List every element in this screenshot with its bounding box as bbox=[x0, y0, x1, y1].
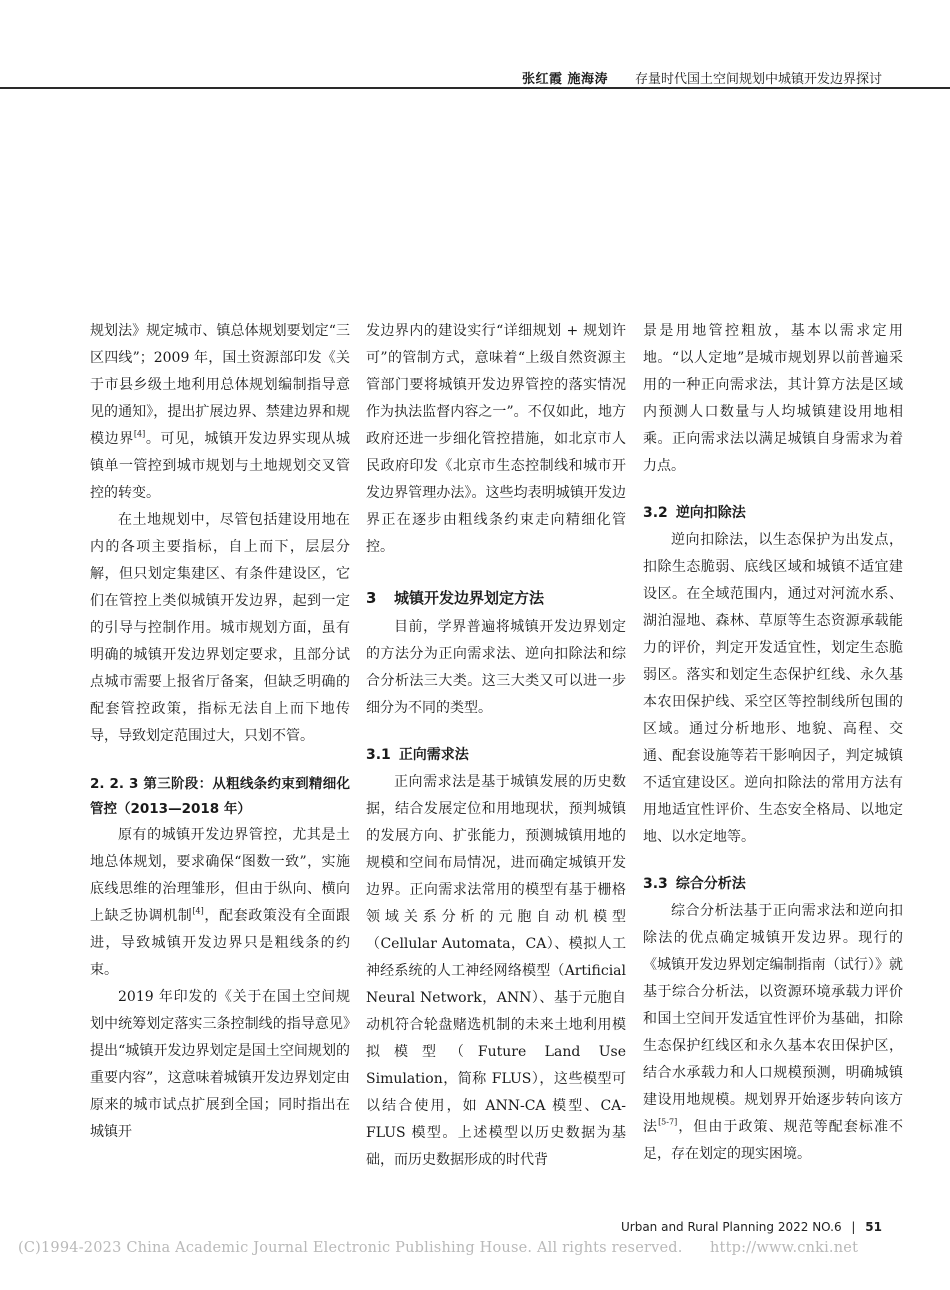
text-column-1 bbox=[90, 318, 350, 1146]
paragraph: 综合分析法基于正向需求法和逆向扣除法的优点确定城镇开发边界。现行的《城镇开发边界划定编制指南（试行）》就基于综合分析法，以资源环境承载力评价和国土空间开发适宜性评价为基础，扣除生态保护红线区和永久基本农田保护区，结合水承载力和人口规模预测，明确城镇建设用地规模。规划界开始逐步转向该方法[5-7]，但由于政策、规范等配套标准不足，存在划定的现实困境。 bbox=[643, 903, 904, 1162]
cnki-url[interactable]: http://www.cnki.net bbox=[710, 1240, 859, 1256]
subsection-heading-2-2-3: 2. 2. 3 第三阶段：从粗线条约束到精细化管控（2013—2018 年） bbox=[90, 776, 350, 817]
subsection-heading-3-1 bbox=[366, 742, 626, 769]
paragraph: 原有的城镇开发边界管控，尤其是土地总体规划，要求确保“图数一致”，实施底线思维的治理雏形，但由于纵向、横向上缺乏协调机制[4]，配套政策没有全面跟进，导致城镇开发边界只是粗线条的约束。 bbox=[90, 827, 351, 978]
footer-issue: 2022 NO.6 bbox=[777, 1220, 842, 1234]
running-footer bbox=[621, 1220, 882, 1234]
subsection-heading-3-2 bbox=[643, 500, 903, 527]
footer-journal: Urban and Rural Planning bbox=[620, 1220, 775, 1234]
subsection-number: 3.1 bbox=[366, 747, 391, 763]
subsection-title: 综合分析法 bbox=[675, 876, 746, 892]
paragraph: 景是用地管控粗放，基本以需求定用地。“以人定地”是城市规划界以前普遍采用的一种正向需求法，其计算方法是区域内预测人口数量与人均城镇建设用地相乘。正向需求法以满足城镇自身需求为着力点。 bbox=[643, 323, 903, 474]
section-number: 3 bbox=[366, 589, 377, 607]
copyright-text: (C)1994-2023 China Academic Journal Electronic Publishing House. All rights reserved. bbox=[18, 1240, 683, 1256]
paragraph: 目前，学界普遍将城镇开发边界划定的方法分为正向需求法、逆向扣除法和综合分析法三大类。这三大类又可以进一步细分为不同的类型。 bbox=[366, 619, 626, 716]
paragraph: 在土地规划中，尽管包括建设用地在内的各项主要指标，自上而下，层层分解，但只划定集建区、有条件建设区，它们在管控上类似城镇开发边界，起到一定的引导与控制作用。城市规划方面，虽有明确的城镇开发边界划定要求，且部分试点城市需要上报省厅备案，但缺乏明确的配套管控政策，指标无法自上而下地传导，导致划定范围过大，只划不管。 bbox=[90, 512, 350, 744]
citation-ref[interactable]: [5-7] bbox=[658, 1117, 678, 1127]
header-authors: 张红霞 施海涛 bbox=[521, 72, 608, 87]
copyright-watermark bbox=[18, 1240, 938, 1256]
footer-separator: | bbox=[851, 1220, 856, 1234]
section-title: 城镇开发边界划定方法 bbox=[394, 589, 545, 607]
subsection-number: 3.3 bbox=[643, 876, 668, 892]
subsection-heading-3-3 bbox=[643, 871, 903, 898]
subsection-number: 3.2 bbox=[643, 505, 668, 521]
section-heading-3 bbox=[366, 585, 626, 612]
subsection-title: 逆向扣除法 bbox=[675, 505, 746, 521]
header-rule bbox=[0, 87, 950, 89]
paragraph: 发边界内的建设实行“详细规划 + 规划许可”的管制方式，意味着“上级自然资源主管部门要将城镇开发边界管控的落实情况作为执法监督内容之一”。不仅如此，地方政府还进一步细化管控措施，如北京市人民政府印发《北京市生态控制线和城市开发边界管理办法》。这些均表明城镇开发边界正在逐步由粗线条约束走向精细化管控。 bbox=[366, 323, 626, 555]
paragraph: 正向需求法是基于城镇发展的历史数据，结合发展定位和用地现状，预判城镇的发展方向、扩张能力，预测城镇用地的规模和空间布局情况，进而确定城镇开发边界。正向需求法常用的模型有基于栅格领域关系分析的元胞自动机模型（Cellular Automata，CA）、模拟人工神经系统的人工神经网络模型（Artificial Neural Network，ANN）、基于元胞自动机符合轮盘赌选机制的未来土地利用模拟模型（Future Land Use Simulation，简称 FLUS），这些模型可以结合使用，如 ANN-CA 模型、CA-FLUS 模型。上述模型以历史数据为基础，而历史数据形成的时代背 bbox=[366, 774, 626, 1168]
citation-ref[interactable]: [4] bbox=[192, 906, 204, 916]
running-header bbox=[0, 60, 950, 90]
page-number: 51 bbox=[865, 1220, 882, 1234]
citation-ref[interactable]: [4] bbox=[133, 429, 146, 439]
text-column-3 bbox=[643, 318, 903, 1168]
subsection-title: 正向需求法 bbox=[398, 747, 469, 763]
text-column-2 bbox=[366, 318, 626, 1174]
header-article-title: 存量时代国土空间规划中城镇开发边界探讨 bbox=[634, 72, 882, 87]
paragraph: 规划法》规定城市、镇总体规划要划定“三区四线”；2009 年，国土资源部印发《关于市县乡级土地利用总体规划编制指导意见的通知》，提出扩展边界、禁建边界和规模边界[4]。可见，城镇开发边界实现从城镇单一管控到城市规划与土地规划交叉管控的转变。 bbox=[90, 323, 351, 501]
paragraph: 2019 年印发的《关于在国土空间规划中统筹划定落实三条控制线的指导意见》提出“城镇开发边界划定是国土空间规划的重要内容”，这意味着城镇开发边界划定由原来的城市试点扩展到全国；同时指出在城镇开 bbox=[90, 989, 350, 1140]
paragraph: 逆向扣除法，以生态保护为出发点，扣除生态脆弱、底线区域和城镇不适宜建设区。在全域范围内，通过对河流水系、湖泊湿地、森林、草原等生态资源承载能力的评价，判定开发适宜性，划定生态脆弱区。落实和划定生态保护红线、永久基本农田保护线、采空区等控制线所包围的区域。通过分析地形、地貌、高程、交通、配套设施等若干影响因子，判定城镇不适宜建设区。逆向扣除法的常用方法有用地适宜性评价、生态安全格局、以地定地、以水定地等。 bbox=[643, 532, 903, 845]
